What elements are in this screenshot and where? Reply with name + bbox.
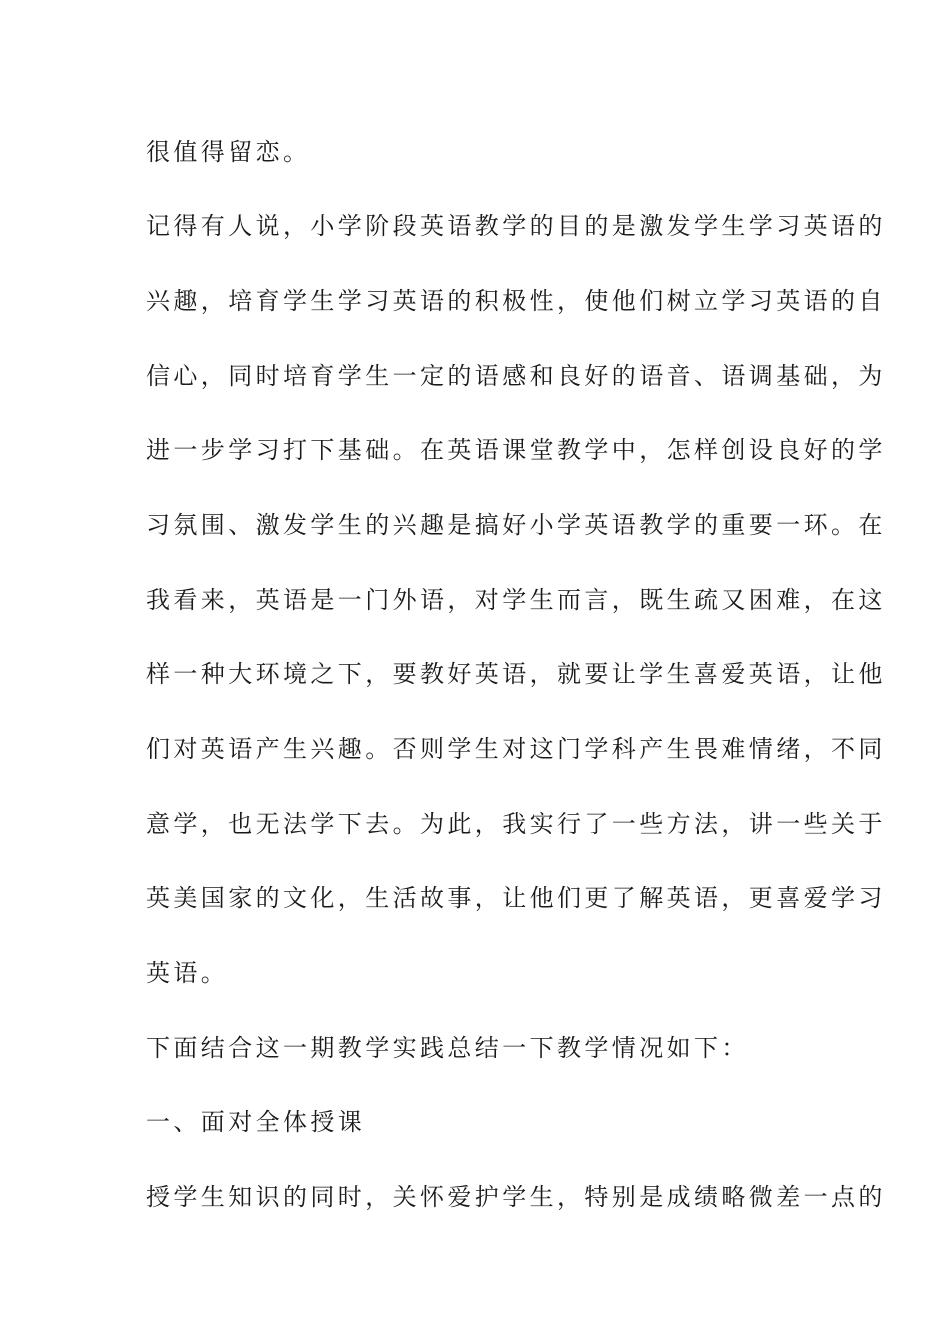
- text-line-11: 英美国家的文化，生活故事，让他们更了解英语，更喜爱学习: [146, 884, 886, 912]
- text-line-4: 信心，同时培育学生一定的语感和良好的语音、语调基础，为: [146, 362, 886, 390]
- text-line-9: 们对英语产生兴趣。否则学生对这门学科产生畏难情绪，不同: [146, 735, 886, 763]
- text-line-8: 样一种大环境之下，要教好英语，就要让学生喜爱英语，让他: [146, 660, 886, 688]
- text-line-12: 英语。: [146, 959, 229, 987]
- text-line-7: 我看来，英语是一门外语，对学生而言，既生疏又困难，在这: [146, 586, 886, 614]
- text-line-2: 记得有人说，小学阶段英语教学的目的是激发学生学习英语的: [146, 212, 886, 240]
- text-line-1: 很值得留恋。: [146, 138, 311, 166]
- text-line-10: 意学，也无法学下去。为此，我实行了一些方法，讲一些关于: [146, 810, 886, 838]
- text-line-3: 兴趣，培育学生学习英语的积极性，使他们树立学习英语的自: [146, 287, 886, 315]
- text-line-13: 下面结合这一期教学实践总结一下教学情况如下：: [146, 1034, 749, 1062]
- section-heading: 一、面对全体授课: [146, 1108, 366, 1136]
- text-line-15: 授学生知识的同时，关怀爱护学生，特别是成绩略微差一点的: [146, 1183, 886, 1211]
- text-line-6: 习氛围、激发学生的兴趣是搞好小学英语教学的重要一环。在: [146, 511, 886, 539]
- text-line-5: 进一步学习打下基础。在英语课堂教学中，怎样创设良好的学: [146, 436, 886, 464]
